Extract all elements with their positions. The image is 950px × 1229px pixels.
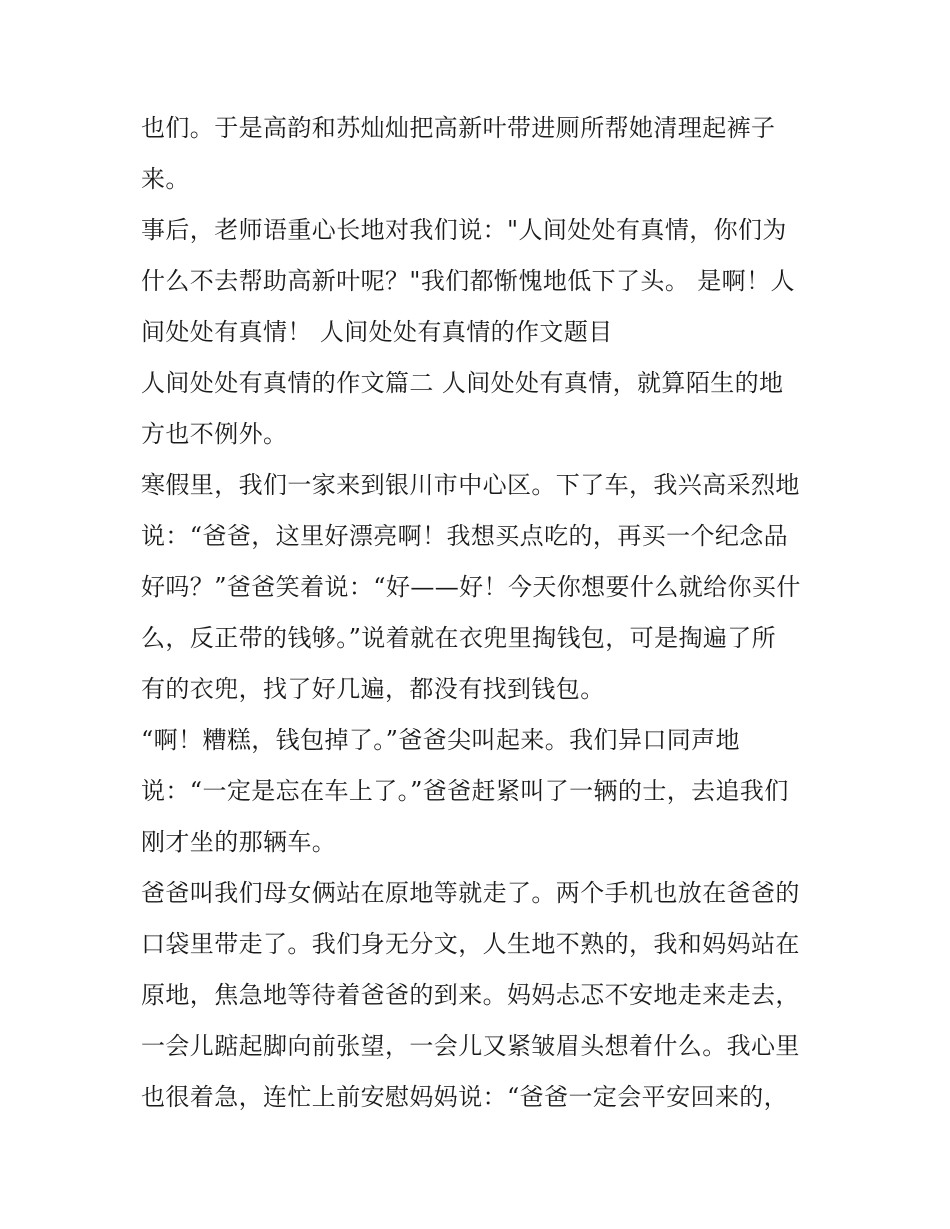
text-line: 好吗？”爸爸笑着说：“好——好！今天你想要什么就给你买什 — [141, 573, 801, 601]
text-line: 有的衣兜，找了好几遍，都没有找到钱包。 — [141, 675, 605, 703]
text-line: 方也不例外。 — [141, 420, 288, 448]
text-line: 也们。于是高韵和苏灿灿把高新叶带进厕所帮她清理起裤子 — [141, 114, 776, 142]
text-line: 间处处有真情！ 人间处处有真情的作文题目 — [141, 318, 613, 346]
text-line: 人间处处有真情的作文篇二 人间处处有真情，就算陌生的地 — [141, 369, 784, 397]
text-line: 口袋里带走了。我们身无分文，人生地不熟的，我和妈妈站在 — [141, 930, 800, 958]
text-line: “啊！糟糕，钱包掉了。”爸爸尖叫起来。我们异口同声地 — [141, 726, 740, 754]
text-line: 么，反正带的钱够。”说着就在衣兜里掏钱包，可是掏遍了所 — [141, 624, 777, 652]
text-line: 寒假里，我们一家来到银川市中心区。下了车，我兴高采烈地 — [141, 471, 800, 499]
text-line: 也很着急，连忙上前安慰妈妈说：“爸爸一定会平安回来的， — [141, 1083, 789, 1111]
text-line: 事后，老师语重心长地对我们说："人间处处有真情，你们为 — [141, 216, 787, 244]
text-line: 原地，焦急地等待着爸爸的到来。妈妈忐忑不安地走来走去， — [141, 981, 800, 1009]
document-body — [141, 103, 821, 1123]
text-line: 爸爸叫我们母女俩站在原地等就走了。两个手机也放在爸爸的 — [141, 879, 800, 907]
text-line: 来。 — [141, 165, 190, 193]
text-line: 一会儿踮起脚向前张望，一会儿又紧皱眉头想着什么。我心里 — [141, 1032, 800, 1060]
text-line: 说：“一定是忘在车上了。”爸爸赶紧叫了一辆的士，去追我们 — [141, 777, 789, 805]
text-line: 刚才坐的那辆车。 — [141, 828, 337, 856]
text-line: 说：“爸爸，这里好漂亮啊！我想买点吃的，再买一个纪念品 — [141, 522, 789, 550]
text-line: 什么不去帮助高新叶呢？"我们都惭愧地低下了头。 是啊！人 — [141, 267, 795, 295]
